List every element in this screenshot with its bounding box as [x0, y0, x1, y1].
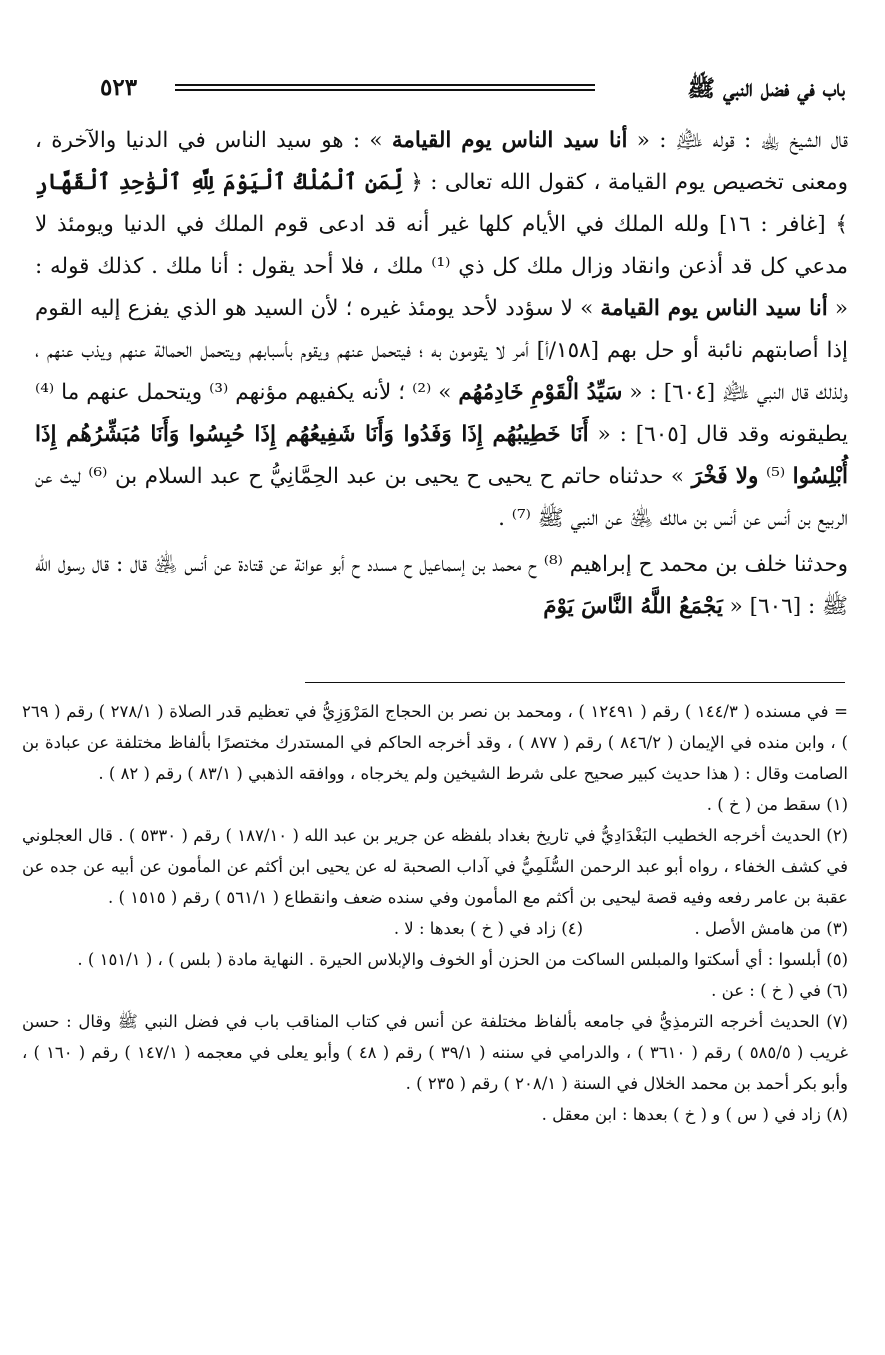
footnote-6: (٦) في ( خ ) : عن .: [711, 981, 848, 1000]
chapter-title: باب في فضل النبي ﷺ: [687, 75, 845, 102]
hadith-quote: ولا فَخْرَ: [691, 464, 759, 489]
text-run: » ⁽²⁾ ؛ لأنه يكفيهم مؤنهم ⁽³⁾ ويتحمل عنهم ما ⁽⁴⁾ يطيقونه وقد قال [٦٠٥] : «: [35, 380, 848, 447]
footnote-separator: [305, 682, 845, 683]
hadith-quote: يَجْمَعُ اللَّهُ النَّاسَ يَوْمَ: [543, 594, 723, 619]
hadith-quote: أنا سيد الناس يوم القيامة: [391, 128, 628, 153]
footnotes: [22, 696, 848, 1130]
text-run: » لا سؤدد لأحد يومئذ غيره ؛ لأن السيد هو الذي يفزع إليه القوم إذا أصابتهم نائبة أو حل بهم [١٥٨/أ] أمر لا يقومون به ؛ فيتحمل عنهم ويقوم بأسبابهم ويتحمل الحمالة عنهم ويذب عنهم ، ولذلك قال النبي ﵇ [٦٠٤] : «: [35, 296, 848, 405]
hadith-quote: سَيِّدُ الْقَوْمِ خَادِمُهُم: [458, 380, 623, 405]
header-rule: [175, 84, 595, 91]
footnote-1: (١) سقط من ( خ ) .: [706, 795, 848, 814]
hadith-quote: أنا سيد الناس يوم القيامة: [600, 296, 828, 321]
page-number: ٥٢٣: [100, 74, 138, 101]
main-text: [35, 120, 848, 628]
text-run: ⁽⁵⁾: [758, 464, 793, 489]
footnote-8: (٨) زاد في ( س ) و ( خ ) بعدها : ابن معقل .: [541, 1105, 848, 1124]
footnote-7: (٧) الحديث أخرجه الترمذِيُّ في جامعه بألفاظ مختلفة عن أنس في كتاب المناقب باب في فضل النبي ﷺ وقال : حسن غريب ( ٥٨٥/٥ ) رقم ( ٣٦١٠ ) ، والدرامي في سننه ( ٣٩/١ ) رقم ( ٤٨ ) وأبو يعلى في معجمه ( ١٤٧/١ ) رقم ( ١٦٠ ) ، وأبو بكر أحمد بن محمد الخلال في السنة ( ٢٠٨/١ ) رقم ( ٢٣٥ ) .: [22, 1012, 848, 1093]
paragraph-1: [35, 120, 848, 540]
footnote-5: (٥) أبلسوا : أي أسكتوا والمبلس الساكت من الحزن أو الخوف والإبلاس الحيرة . النهاية مادة ( بلس ) ، ( ١٥١/١ ) .: [77, 950, 848, 969]
running-header: [100, 70, 845, 110]
quran-verse: لِّمَنِ ٱلْمُلْكُ ٱلْيَوْمَ لِلَّهِ ٱلْوَٰحِدِ ٱلْقَهَّارِ: [35, 170, 403, 195]
hadith-quote: أَنَا خَطِيبُهُم إِذَا وَفَدُوا وَأَنَا شَفِيعُهُم إِذَا حُبِسُوا وَأَنَا مُبَشِّرُهُم إِذَا أُبْلِسُوا: [35, 422, 849, 489]
footnote-4: (٤) زاد في ( خ ) بعدها : لا .: [393, 919, 583, 938]
footnote-3: (٣) من هامش الأصل .: [694, 919, 848, 938]
footnote-2: (٢) الحديث أخرجه الخطيب البَغْدَادِيُّ في تاريخ بغداد بلفظه عن جرير بن عبد الله ( ١٨٧/١٠ ) رقم ( ٥٣٣٠ ) . قال العجلوني في كشف الخفاء ، رواه أبو عبد الرحمن السُّلَمِيُّ في آداب الصحبة له عن يحيى ابن أكثم عن المأمون عن أبيه عن جده عن عقبة بن عامر رفعه وفيه قصة ليحيى بن أكثم مع المأمون وفي سنده ضعف وانقطاع ( ٥٦١/١ ) رقم ( ١٥١٥ ) .: [22, 826, 848, 907]
text-run: » : هو سيد الناس في الدنيا والآخرة ، ومعنى تخصيص يوم القيامة ، كقول الله تعالى : ﴿: [35, 128, 848, 195]
footnote-continuation: = في مسنده ( ١٤٤/٣ ) رقم ( ١٢٤٩١ ) ، ومحمد بن نصر بن الحجاج المَرْوَزِيُّ في تعظيم قدر الصلاة ( ٢٧٨/١ ) رقم ( ٢٦٩ ) ، وابن منده في الإيمان ( ٨٤٦/٢ ) رقم ( ٨٧٧ ) ، وقد أخرجه الحاكم في المستدرك مختصرًا بألفاظ مختلفة عن عبادة بن الصامت وقال : ( هذا حديث كبير صحيح على شرط الشيخين ولم يخرجاه ، ووافقه الذهبي ( ٨٣/١ ) رقم ( ٨٢ ) .: [22, 702, 848, 783]
text-run: وحدثنا خلف بن محمد ح إبراهيم ⁽⁸⁾ ح محمد بن إسماعيل ح مسدد ح أبو عوانة عن قتادة عن أنس ﵁ قال : قال رسول الله ﷺ : [٦٠٦] «: [35, 552, 848, 619]
text-run: » حدثناه حاتم ح يحيى ح يحيى بن عبد الحِمَّانِيُّ ح عبد السلام بن ⁽⁶⁾ ليث عن الربيع بن أنس عن أنس بن مالك ﵁ عن النبي ﷺ ⁽⁷⁾ .: [35, 464, 848, 531]
footnote-row-3-4: [22, 913, 848, 944]
paragraph-2: [35, 544, 848, 628]
text-run: ﴾ [غافر : ١٦] ولله الملك في الأيام كلها غير أنه قد ادعى قوم الملك في الدنيا ويومئذ لا مدعي كل قد أذعن وانقاد وزال ملك كل ذي ⁽¹⁾ ملك ، فلا أحد يقول : أنا ملك . كذلك قوله : «: [35, 212, 848, 321]
text-run: قال الشيخ ﵀ : قوله ﵇ : «: [627, 128, 849, 153]
